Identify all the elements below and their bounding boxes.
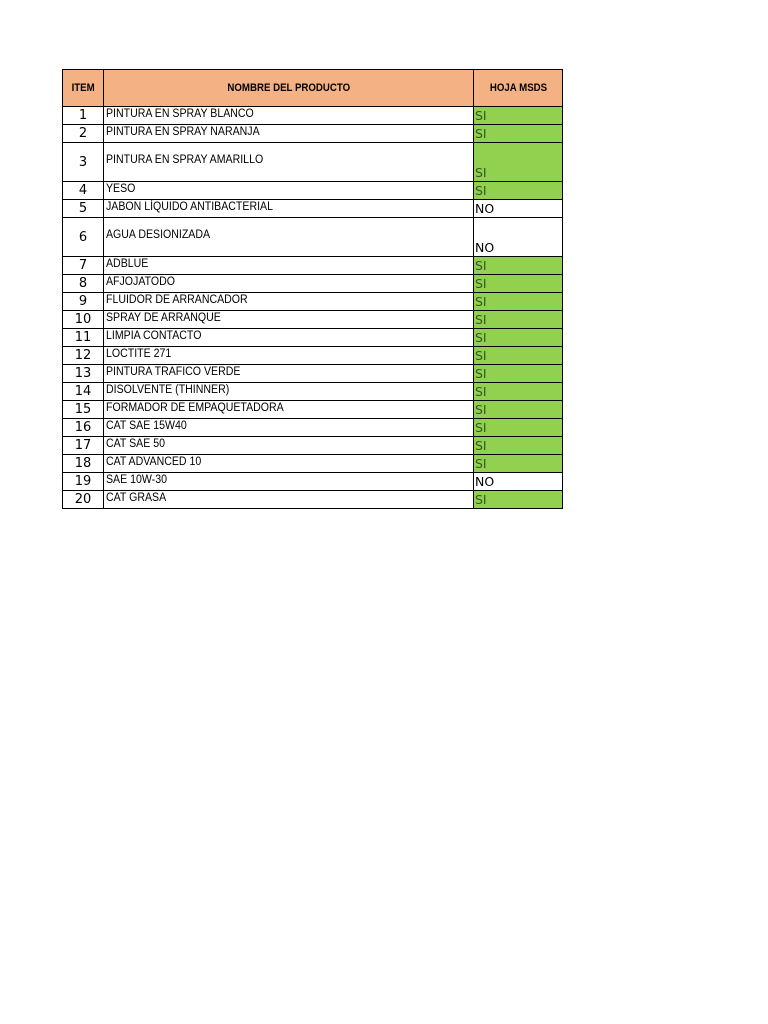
cell-msds-status[interactable]: SI (474, 257, 563, 275)
table-row (63, 311, 563, 329)
header-row (63, 70, 563, 107)
cell-msds-status[interactable]: SI (474, 347, 563, 365)
cell-item-number[interactable]: 20 (63, 491, 104, 509)
cell-item-number[interactable]: 3 (63, 143, 104, 182)
cell-msds-status[interactable]: SI (474, 455, 563, 473)
cell-msds-status[interactable]: SI (474, 383, 563, 401)
product-name-text: ADBLUE (106, 258, 149, 270)
cell-item-number[interactable]: 11 (63, 329, 104, 347)
table-row (63, 473, 563, 491)
table-row (63, 419, 563, 437)
cell-item-number[interactable]: 4 (63, 182, 104, 200)
cell-msds-status[interactable]: SI (474, 125, 563, 143)
product-name-text: PINTURA EN SPRAY AMARILLO (106, 153, 264, 166)
cell-item-number[interactable]: 13 (63, 365, 104, 383)
table-row (63, 107, 563, 125)
cell-item-number[interactable]: 17 (63, 437, 104, 455)
cell-item-number[interactable]: 18 (63, 455, 104, 473)
cell-msds-status[interactable]: SI (474, 329, 563, 347)
product-name-text: CAT ADVANCED 10 (106, 456, 202, 468)
product-name-text: PINTURA EN SPRAY NARANJA (106, 126, 260, 138)
cell-item-number[interactable]: 2 (63, 125, 104, 143)
cell-product-name[interactable] (104, 182, 474, 200)
table-row (63, 257, 563, 275)
table-row (63, 491, 563, 509)
cell-product-name[interactable] (104, 329, 474, 347)
header-item[interactable] (63, 70, 104, 107)
product-name-text: FLUIDOR DE ARRANCADOR (106, 294, 248, 306)
header-item-label: ITEM (71, 82, 95, 94)
cell-item-number[interactable]: 7 (63, 257, 104, 275)
cell-item-number[interactable]: 15 (63, 401, 104, 419)
cell-item-number[interactable]: 5 (63, 200, 104, 218)
table-row (63, 347, 563, 365)
table-row (63, 200, 563, 218)
cell-product-name[interactable] (104, 473, 474, 491)
cell-product-name[interactable] (104, 383, 474, 401)
table-row (63, 401, 563, 419)
cell-product-name[interactable] (104, 455, 474, 473)
product-name-text: CAT SAE 15W40 (106, 420, 187, 432)
product-name-text: AFJOJATODO (106, 276, 175, 288)
msds-table (62, 69, 563, 509)
cell-msds-status[interactable]: SI (474, 182, 563, 200)
cell-product-name[interactable] (104, 257, 474, 275)
product-name-text: SPRAY DE ARRANQUE (106, 312, 221, 324)
header-msds-label: HOJA MSDS (489, 82, 547, 94)
table-row (63, 437, 563, 455)
cell-item-number[interactable]: 1 (63, 107, 104, 125)
cell-msds-status[interactable]: SI (474, 437, 563, 455)
product-name-text: CAT GRASA (106, 492, 167, 504)
cell-product-name[interactable] (104, 200, 474, 218)
spreadsheet (62, 69, 563, 509)
cell-item-number[interactable]: 8 (63, 275, 104, 293)
cell-item-number[interactable]: 12 (63, 347, 104, 365)
table-row (63, 275, 563, 293)
cell-msds-status[interactable]: SI (474, 143, 563, 182)
product-name-text: JABON LÍQUIDO ANTIBACTERIAL (106, 201, 273, 213)
cell-item-number[interactable]: 19 (63, 473, 104, 491)
table-row (63, 383, 563, 401)
cell-msds-status[interactable]: SI (474, 401, 563, 419)
cell-msds-status[interactable]: SI (474, 275, 563, 293)
product-name-text: AGUA DESIONIZADA (106, 228, 211, 241)
cell-msds-status[interactable]: SI (474, 365, 563, 383)
product-name-text: LOCTITE 271 (106, 348, 172, 360)
cell-msds-status[interactable]: NO (474, 200, 563, 218)
header-msds[interactable] (474, 70, 563, 107)
cell-item-number[interactable]: 10 (63, 311, 104, 329)
cell-item-number[interactable]: 6 (63, 218, 104, 257)
product-name-text: PINTURA TRAFICO VERDE (106, 366, 241, 378)
table-row (63, 293, 563, 311)
cell-product-name[interactable] (104, 311, 474, 329)
cell-product-name[interactable] (104, 401, 474, 419)
product-name-text: FORMADOR DE EMPAQUETADORA (106, 402, 284, 414)
cell-product-name[interactable] (104, 125, 474, 143)
cell-product-name[interactable] (104, 347, 474, 365)
cell-product-name[interactable] (104, 365, 474, 383)
cell-product-name[interactable] (104, 491, 474, 509)
table-row (63, 329, 563, 347)
table-row (63, 182, 563, 200)
cell-product-name[interactable] (104, 437, 474, 455)
cell-msds-status[interactable]: SI (474, 311, 563, 329)
product-name-text: LIMPIA CONTACTO (106, 330, 202, 342)
header-product-name[interactable] (104, 70, 474, 107)
cell-msds-status[interactable]: SI (474, 419, 563, 437)
table-row (63, 365, 563, 383)
cell-product-name[interactable] (104, 275, 474, 293)
product-name-text: CAT SAE 50 (106, 438, 166, 450)
table-row (63, 143, 563, 182)
cell-msds-status[interactable]: NO (474, 218, 563, 257)
cell-item-number[interactable]: 9 (63, 293, 104, 311)
table-row (63, 218, 563, 257)
product-name-text: YESO (106, 183, 136, 195)
table-body (63, 107, 563, 509)
cell-msds-status[interactable]: NO (474, 473, 563, 491)
product-name-text: DISOLVENTE (THINNER) (106, 384, 230, 396)
product-name-text: SAE 10W-30 (106, 474, 167, 486)
product-name-text: PINTURA EN SPRAY BLANCO (106, 108, 254, 120)
cell-product-name[interactable] (104, 293, 474, 311)
cell-product-name[interactable] (104, 143, 474, 182)
header-product-name-label: NOMBRE DEL PRODUCTO (227, 82, 350, 94)
cell-msds-status[interactable]: SI (474, 491, 563, 509)
cell-msds-status[interactable]: SI (474, 293, 563, 311)
table-row (63, 125, 563, 143)
table-row (63, 455, 563, 473)
cell-msds-status[interactable]: SI (474, 107, 563, 125)
cell-item-number[interactable]: 16 (63, 419, 104, 437)
cell-product-name[interactable] (104, 107, 474, 125)
cell-item-number[interactable]: 14 (63, 383, 104, 401)
cell-product-name[interactable] (104, 419, 474, 437)
cell-product-name[interactable] (104, 218, 474, 257)
